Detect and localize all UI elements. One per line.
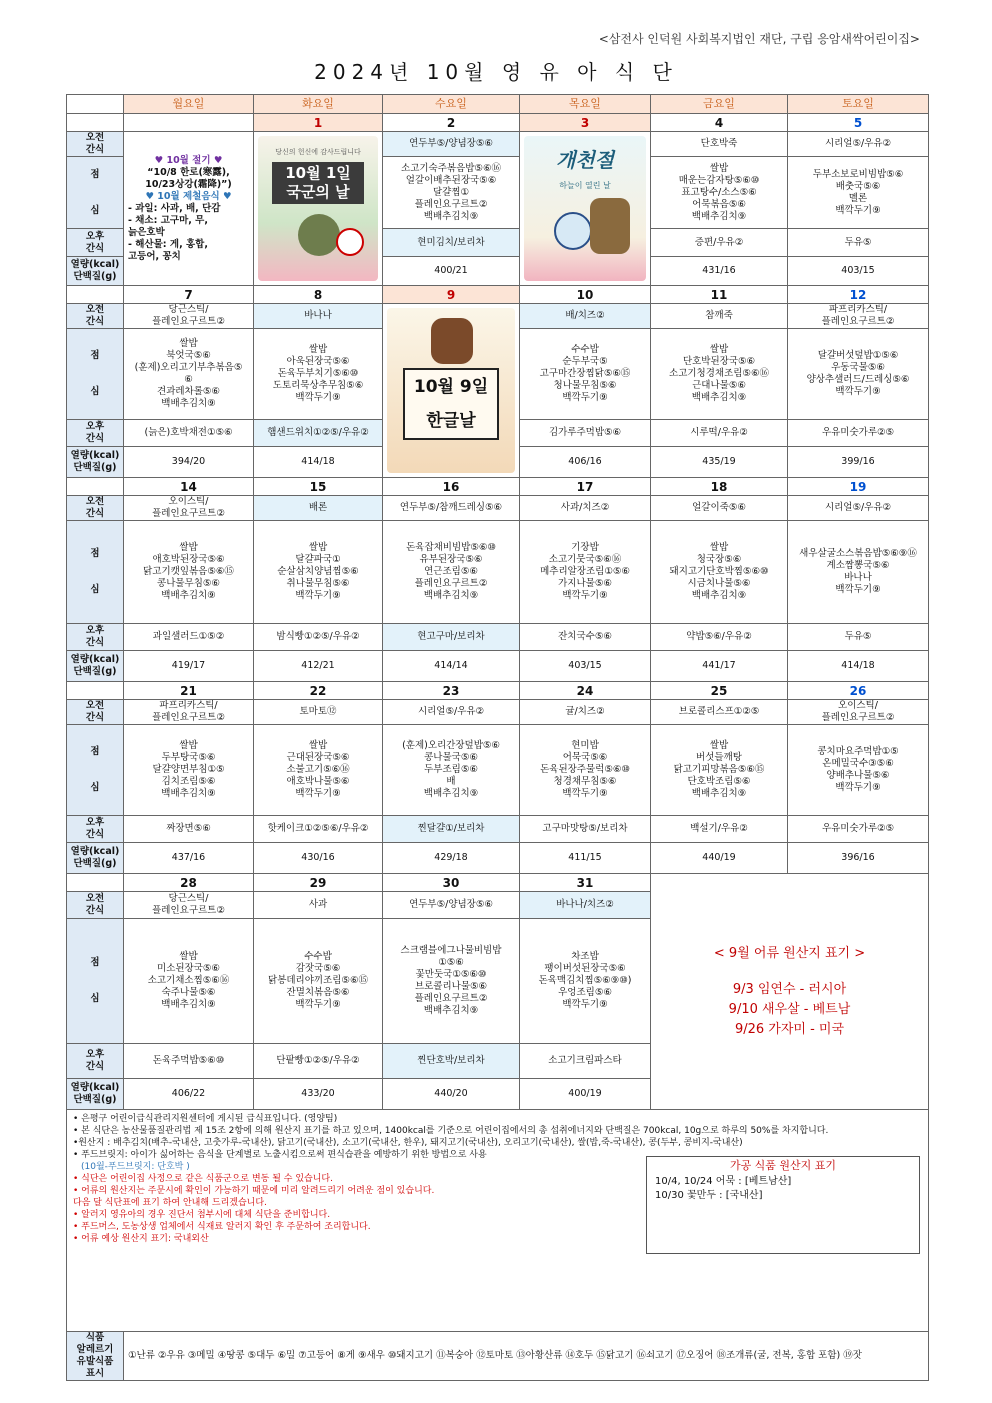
date-cell: 14 <box>124 478 254 496</box>
date-cell: 22 <box>254 682 383 700</box>
date-cell: 29 <box>254 874 383 892</box>
menu-lunch-cell: 쌀밥 버섯들깨탕 닭고기피망볶음⑤⑥⑮ 단호박조림⑤⑥ 백배추김치⑨ <box>651 725 788 816</box>
holiday-poster-cell <box>383 304 520 478</box>
menu-pm-cell: 김가루주먹밥⑤⑥ <box>520 420 651 447</box>
poster-title: 10월 9일 한글날 <box>403 368 499 440</box>
origin-title: < 9월 어류 원산지 표기 > <box>713 945 866 961</box>
note-2: • 본 식단은 농산물품질관리법 제 15조 2항에 의해 원산지 표기를 하고 있으며, 1400kcal를 기준으로 어린이집에서의 총 섭취에너지와 단백질은 700kcal, 10g으로 하루의 50%를 차지합니다. <box>73 1126 829 1136</box>
menu-lunch-cell: 쌀밥 아욱된장국⑤⑥ 돈육두부치기⑤⑥⑩ 도토리묵상추무침⑤⑥ 백깍두기⑨ <box>254 329 383 420</box>
row-label-lunch: 점 심 <box>67 157 124 229</box>
footer-notes <box>67 1110 929 1332</box>
note-8: • 알러지 영유아의 경우 진단서 첨부시에 대체 식단을 준비합니다. <box>73 1210 331 1220</box>
menu-table <box>66 94 929 1381</box>
menu-lunch-cell: 기장밥 소고기뭇국⑤⑥⑯ 메추리알장조림①⑤⑥ 가지나물⑤⑥ 백깍두기⑨ <box>520 521 651 624</box>
organization-name: <삼전사 인덕원 사회복지법인 재단, 구립 응암새싹어린이집> <box>598 32 920 46</box>
holiday-poster-cell <box>254 132 383 286</box>
menu-lunch-cell: 수수밥 순두부국⑤ 고구마간장찜닭⑤⑥⑮ 청나물무침⑤⑥ 백깍두기⑨ <box>520 329 651 420</box>
menu-pm-cell: 백설기/우유② <box>651 816 788 843</box>
menu-pm-cell: 약밥⑤⑥/우유② <box>651 624 788 651</box>
row-label-kcal: 열량(kcal) 단백질(g) <box>67 843 124 874</box>
menu-kcal-cell: 406/22 <box>124 1079 254 1110</box>
date-cell <box>124 114 254 132</box>
date-cell: 21 <box>124 682 254 700</box>
day-name-5: 토요일 <box>788 95 929 114</box>
menu-kcal-cell: 394/20 <box>124 447 254 478</box>
date-label-cell <box>67 114 124 132</box>
menu-pm-cell: 우유미숫가루②⑤ <box>788 420 929 447</box>
menu-kcal-cell: 437/16 <box>124 843 254 874</box>
menu-pm-cell: (늙은)호박채전①⑤⑥ <box>124 420 254 447</box>
origin-note <box>651 874 929 1110</box>
menu-pm-cell: 짜장면⑤⑥ <box>124 816 254 843</box>
menu-am-cell: 바나나/치즈② <box>520 892 651 919</box>
menu-kcal-cell: 433/20 <box>254 1079 383 1110</box>
menu-am-cell: 파프리카스틱/ 플레인요구르트② <box>124 700 254 725</box>
menu-pm-cell: 현미김치/보리차 <box>383 229 520 257</box>
date-cell: 5 <box>788 114 929 132</box>
menu-kcal-cell: 414/14 <box>383 651 520 682</box>
date-cell: 10 <box>520 286 651 304</box>
date-cell: 23 <box>383 682 520 700</box>
menu-lunch-cell: 쌀밥 애호박된장국⑤⑥ 닭고기캣잎볶음⑤⑥⑮ 콩나물무침⑤⑥ 백배추김치⑨ <box>124 521 254 624</box>
row-label-pm: 오후 간식 <box>67 816 124 843</box>
menu-am-cell: 시리얼⑤/우유② <box>383 700 520 725</box>
menu-lunch-cell: 쌀밥 매운는감자탕⑤⑥⑩ 표고탕수/소스⑤⑥ 어묵볶음⑤⑥ 백배추김치⑨ <box>651 157 788 229</box>
row-label-lunch: 점 심 <box>67 919 124 1044</box>
menu-am-cell: 오이스틱/ 플레인요구르트② <box>124 496 254 521</box>
menu-am-cell: 사과/치즈② <box>520 496 651 521</box>
menu-lunch-cell: 쌀밥 북엇국⑤⑥ (훈제)오리고기부추볶음⑤ ⑥ 견과레차롤⑤⑥ 백배추김치⑨ <box>124 329 254 420</box>
mascot-figure <box>554 212 592 250</box>
menu-kcal-cell: 431/16 <box>651 257 788 286</box>
holiday-poster-cell <box>520 132 651 286</box>
date-cell: 19 <box>788 478 929 496</box>
note-9: • 푸드머스, 도농상생 업체에서 식재료 알러지 확인 후 주문하여 조리합니다. <box>73 1222 371 1232</box>
date-cell: 2 <box>383 114 520 132</box>
poster-title: 10월 1일 국군의 날 <box>272 162 364 204</box>
date-cell: 26 <box>788 682 929 700</box>
menu-am-cell: 배/치즈② <box>520 304 651 329</box>
menu-kcal-cell: 435/19 <box>651 447 788 478</box>
menu-kcal-cell: 440/20 <box>383 1079 520 1110</box>
row-label-am: 오전 간식 <box>67 304 124 329</box>
date-cell: 4 <box>651 114 788 132</box>
date-cell: 16 <box>383 478 520 496</box>
menu-kcal-cell: 440/19 <box>651 843 788 874</box>
menu-pm-cell: 밤식빵①②⑤/우유② <box>254 624 383 651</box>
day-name-2: 수요일 <box>383 95 520 114</box>
menu-am-cell: 사과 <box>254 892 383 919</box>
season-term-heading: ♥ 10월 절기 ♥ <box>154 154 223 166</box>
date-cell: 12 <box>788 286 929 304</box>
menu-pm-cell: 현고구마/보리차 <box>383 624 520 651</box>
menu-am-cell: 시리얼⑤/우유② <box>788 496 929 521</box>
row-label-kcal: 열량(kcal) 단백질(g) <box>67 651 124 682</box>
soldier-figure <box>298 214 340 256</box>
seasonal-note <box>124 132 254 286</box>
menu-am-cell: 시리얼⑤/우유② <box>788 132 929 157</box>
menu-lunch-cell: 쌀밥 단호박된장국⑤⑥ 소고기청경채조림⑤⑥⑯ 근대나물⑤⑥ 백배추김치⑨ <box>651 329 788 420</box>
note-10: • 어류 예상 원산지 표기: 국내외산 <box>73 1234 209 1244</box>
menu-pm-cell: 두유⑤ <box>788 229 929 257</box>
menu-lunch-cell: 차조밥 팽이버섯된장국⑤⑥ 돈육맥김치찜⑤⑥⑨⑩) 우엉조림⑤⑥ 백깍두기⑨ <box>520 919 651 1044</box>
menu-kcal-cell: 400/19 <box>520 1079 651 1110</box>
date-cell: 24 <box>520 682 651 700</box>
row-label-pm: 오후 간식 <box>67 229 124 257</box>
menu-kcal-cell: 396/16 <box>788 843 929 874</box>
note-4: • 푸드브릿지: 아이가 싫어하는 음식을 단계별로 노출시킴으로써 편식습관을 예방하기 위한 방법으로 사용 <box>73 1150 487 1160</box>
row-label-kcal: 열량(kcal) 단백질(g) <box>67 1079 124 1110</box>
row-label-lunch: 점 심 <box>67 725 124 816</box>
processed-food-origin-box <box>646 1156 920 1254</box>
menu-lunch-cell: (훈제)오리간장덮밥⑤⑥ 콩나물국⑤⑥ 두부조림⑤⑥ 배 백배추김치⑨ <box>383 725 520 816</box>
flag-icon <box>336 228 364 256</box>
menu-am-cell: 배론 <box>254 496 383 521</box>
menu-lunch-cell: 새우살굴소스볶음밥⑤⑥⑨⑯ 계소짬뽕국⑤⑥ 바나나 백깍두기⑨ <box>788 521 929 624</box>
hangul-day-poster <box>387 308 515 473</box>
menu-kcal-cell: 441/17 <box>651 651 788 682</box>
box-line-2: 10/30 꽃만두 : [국내산] <box>655 1190 763 1201</box>
season-food-heading: ♥ 10월 제철음식 ♥ <box>145 190 232 202</box>
menu-am-cell: 당근스틱/ 플레인요구르트② <box>124 304 254 329</box>
season-foods: - 과일: 사과, 배, 단감 - 채소: 고구마, 무, 늙은호박 - 해산물: 게, 홍합, 고등어, 꽁치 <box>128 202 221 262</box>
day-name-3: 목요일 <box>520 95 651 114</box>
menu-kcal-cell: 414/18 <box>788 651 929 682</box>
menu-am-cell: 참깨죽 <box>651 304 788 329</box>
menu-pm-cell: 두유⑤ <box>788 624 929 651</box>
menu-pm-cell: 햄샌드위치①②⑤/우유② <box>254 420 383 447</box>
season-terms: “10/8 한로(寒露), 10/23상강(霜降)”) <box>145 166 232 190</box>
menu-lunch-cell: 스크램블에그나물비빔밥 ①⑤⑥ 꽃만둣국①⑤⑥⑩ 브로콜리나물⑤⑥ 플레인요구르트② 백배추김치⑨ <box>383 919 520 1044</box>
note-5: (10월-푸드브릿지: 단호박 ) <box>81 1162 190 1172</box>
menu-am-cell: 오이스틱/ 플레인요구르트② <box>788 700 929 725</box>
menu-kcal-cell: 430/16 <box>254 843 383 874</box>
allergy-label: 식품 알레르기 유발식품 표시 <box>67 1332 124 1381</box>
page-title: 2024년 10월 영 유 아 식 단 <box>314 60 678 84</box>
menu-kcal-cell: 411/15 <box>520 843 651 874</box>
menu-lunch-cell: 두부소보로비빔밥⑤⑥ 배춧국⑤⑥ 멜론 백깍두기⑨ <box>788 157 929 229</box>
menu-am-cell: 브로콜리스프①②⑤ <box>651 700 788 725</box>
menu-lunch-cell: 달걀버섯덮밥①⑤⑥ 우동국물⑤⑥ 양상추샐러드/드레싱⑤⑥ 백깍두기⑨ <box>788 329 929 420</box>
day-name-0: 월요일 <box>124 95 254 114</box>
menu-lunch-cell: 돈육잡채비빔밥⑤⑥⑩ 유부된장국⑤⑥ 연근조림⑤⑥ 플레인요구르트② 백배추김치⑨ <box>383 521 520 624</box>
menu-am-cell: 단호박죽 <box>651 132 788 157</box>
menu-am-cell: 파프리카스틱/ 플레인요구르트② <box>788 304 929 329</box>
menu-pm-cell: 과일샐러드①⑤② <box>124 624 254 651</box>
note-1: • 은평구 어린이급식관리지원센터에 게시된 급식표입니다. (영양팀) <box>73 1114 338 1124</box>
row-label-kcal: 열량(kcal) 단백질(g) <box>67 257 124 286</box>
menu-kcal-cell: 400/21 <box>383 257 520 286</box>
poster-small-text: 하늘이 열린 날 <box>559 181 611 190</box>
date-cell: 1 <box>254 114 383 132</box>
menu-pm-cell: 소고기크림파스타 <box>520 1044 651 1079</box>
menu-lunch-cell: 수수밥 감잣국⑤⑥ 닭봉데리야끼조림⑤⑥⑮ 잔멸치볶음⑤⑥ 백깍두기⑨ <box>254 919 383 1044</box>
note-7: • 어류의 원산지는 주문시에 확인이 가능하기 때문에 미리 알려드리기 어려운 점이 있습니다. 다음 달 식단표에 표기 하여 안내해 드리겠습니다. <box>73 1186 435 1208</box>
box-line-1: 10/4, 10/24 어묵 : [베트남산] <box>655 1176 792 1187</box>
row-label-am: 오전 간식 <box>67 892 124 919</box>
row-label-pm: 오후 간식 <box>67 624 124 651</box>
day-name-1: 화요일 <box>254 95 383 114</box>
row-label-am: 오전 간식 <box>67 496 124 521</box>
menu-am-cell: 귤/치즈② <box>520 700 651 725</box>
date-cell: 18 <box>651 478 788 496</box>
menu-kcal-cell: 429/18 <box>383 843 520 874</box>
dangun-figure <box>590 198 630 254</box>
date-cell: 17 <box>520 478 651 496</box>
date-cell: 7 <box>124 286 254 304</box>
note-6: • 식단은 어린이집 사정으로 같은 식품군으로 변동 될 수 있습니다. <box>73 1174 333 1184</box>
row-label-am: 오전 간식 <box>67 132 124 157</box>
date-label-cell <box>67 478 124 496</box>
menu-lunch-cell: 쌀밥 청국장⑤⑥ 돼지고기단호박찜⑤⑥⑩ 시금치나물⑤⑥ 백배추김치⑨ <box>651 521 788 624</box>
king-figure <box>431 318 473 364</box>
date-cell: 8 <box>254 286 383 304</box>
menu-lunch-cell: 쌀밥 근대된장국⑤⑥ 소불고기⑤⑥⑯ 애호박나물⑤⑥ 백깍두기⑨ <box>254 725 383 816</box>
date-cell: 25 <box>651 682 788 700</box>
menu-am-cell: 당근스틱/ 플레인요구르트② <box>124 892 254 919</box>
day-name-4: 금요일 <box>651 95 788 114</box>
national-foundation-day-poster <box>524 136 646 281</box>
date-label-cell <box>67 682 124 700</box>
origin-lines: 9/3 임연수 - 러시아 9/10 새우살 - 베트남 9/26 가자미 - 미국 <box>728 981 851 1037</box>
poster-small-text: 당신의 헌신에 감사드립니다 <box>275 148 361 156</box>
date-cell: 3 <box>520 114 651 132</box>
menu-am-cell: 연두부⑤/참깨드레싱⑤⑥ <box>383 496 520 521</box>
menu-kcal-cell: 403/15 <box>788 257 929 286</box>
row-label-lunch: 점 심 <box>67 521 124 624</box>
menu-kcal-cell: 412/21 <box>254 651 383 682</box>
menu-lunch-cell: 쌀밥 두부탕국⑤⑥ 달걀양면부침①⑤ 김치조림⑤⑥ 백배추김치⑨ <box>124 725 254 816</box>
menu-am-cell: 바나나 <box>254 304 383 329</box>
menu-pm-cell: 단팥빵①②⑤/우유② <box>254 1044 383 1079</box>
row-label-am: 오전 간식 <box>67 700 124 725</box>
box-title: 가공 식품 원산지 표기 <box>729 1159 837 1172</box>
menu-kcal-cell: 403/15 <box>520 651 651 682</box>
menu-lunch-cell: 콩치마요주먹밥①⑤ 온메밀국수③⑤⑥ 양배추나물⑤⑥ 백깍두기⑨ <box>788 725 929 816</box>
menu-kcal-cell: 419/17 <box>124 651 254 682</box>
poster-title: 개천절 <box>556 148 614 172</box>
allergy-legend: ①난류 ②우유 ③메밀 ④땅콩 ⑤대두 ⑥밀 ⑦고등어 ⑧게 ⑨새우 ⑩돼지고기 ⑪복숭아 ⑫토마토 ⑬아황산류 ⑭호두 ⑮닭고기 ⑯쇠고기 ⑰오징어 ⑱조개류(굴, 전복, 홍합 포함) ⑲잣 <box>124 1332 929 1381</box>
menu-lunch-cell: 쌀밥 달걀파국① 순살삼치양념찜⑤⑥ 취나물무침⑤⑥ 백깍두기⑨ <box>254 521 383 624</box>
menu-pm-cell: 잔치국수⑤⑥ <box>520 624 651 651</box>
menu-lunch-cell: 현미밥 어묵국⑤⑥ 돈육된장주물럭⑤⑥⑩ 청경채무침⑤⑥ 백깍두기⑨ <box>520 725 651 816</box>
date-cell: 31 <box>520 874 651 892</box>
menu-lunch-cell: 소고기숙주볶음밥⑤⑥⑯ 얼갈이배추된장국⑤⑥ 달걀찜① 플레인요구르트② 백배추김치⑨ <box>383 157 520 229</box>
date-cell: 11 <box>651 286 788 304</box>
date-cell: 30 <box>383 874 520 892</box>
armed-forces-day-poster <box>258 136 378 281</box>
menu-pm-cell: 찐단호박/보리차 <box>383 1044 520 1079</box>
row-label-pm: 오후 간식 <box>67 1044 124 1079</box>
date-label-cell <box>67 286 124 304</box>
menu-pm-cell: 핫케이크①②⑤⑥/우유② <box>254 816 383 843</box>
menu-kcal-cell: 406/16 <box>520 447 651 478</box>
menu-am-cell: 토마토⑫ <box>254 700 383 725</box>
menu-pm-cell: 우유미숫가루②⑤ <box>788 816 929 843</box>
corner-cell <box>67 95 124 114</box>
menu-am-cell: 얼갈이죽⑤⑥ <box>651 496 788 521</box>
row-label-pm: 오후 간식 <box>67 420 124 447</box>
menu-pm-cell: 시루떡/우유② <box>651 420 788 447</box>
date-label-cell <box>67 874 124 892</box>
menu-pm-cell: 찐달걀①/보리차 <box>383 816 520 843</box>
menu-am-cell: 연두부⑤/양념장⑤⑥ <box>383 132 520 157</box>
menu-pm-cell: 고구마맛탕⑤/보리차 <box>520 816 651 843</box>
date-cell: 15 <box>254 478 383 496</box>
row-label-kcal: 열량(kcal) 단백질(g) <box>67 447 124 478</box>
menu-pm-cell: 돈육주먹밥⑤⑥⑩ <box>124 1044 254 1079</box>
menu-pm-cell: 증편/우유② <box>651 229 788 257</box>
menu-am-cell: 연두부⑤/양념장⑤⑥ <box>383 892 520 919</box>
date-cell: 28 <box>124 874 254 892</box>
row-label-lunch: 점 심 <box>67 329 124 420</box>
menu-kcal-cell: 414/18 <box>254 447 383 478</box>
menu-kcal-cell: 399/16 <box>788 447 929 478</box>
date-cell: 9 <box>383 286 520 304</box>
menu-lunch-cell: 쌀밥 미소된장국⑤⑥ 소고기채소찜⑤⑥⑯ 숙주나물⑤⑥ 백배추김치⑨ <box>124 919 254 1044</box>
note-3: •원산지 : 배추김치(배추-국내산, 고춧가루-국내산), 닭고기(국내산), 소고기(국내산, 한우), 돼지고기(국내산), 오리고기(국내산), 쌀(밥,죽-국내산), 콩(두부, 콩비지-국내산) <box>73 1138 743 1148</box>
